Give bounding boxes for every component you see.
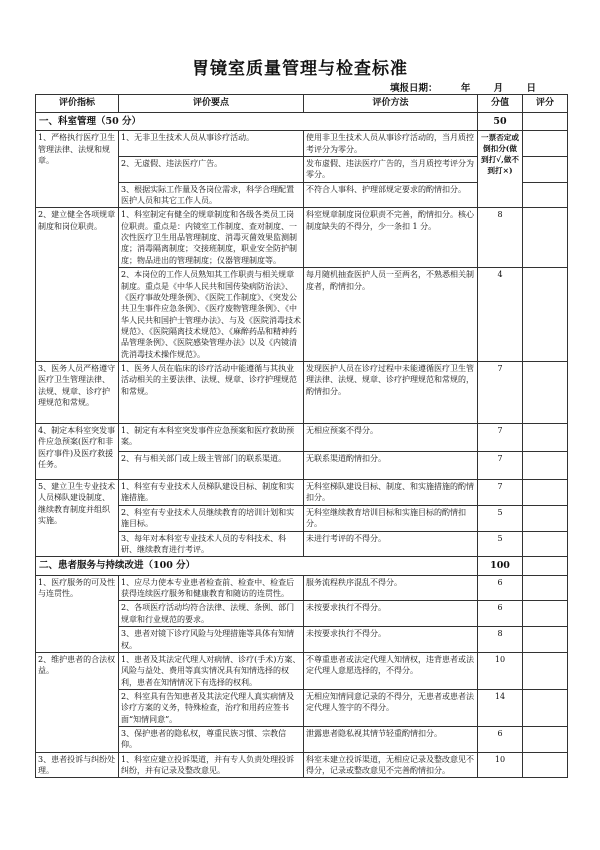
indicator-cell: 3、患者投诉与纠纷处理。 bbox=[36, 752, 119, 778]
method-cell: 发布虚假、违法医疗广告的，当月质控考评分为零分。 bbox=[304, 156, 478, 182]
fill-date-day: 日 bbox=[526, 83, 536, 94]
rating-cell bbox=[523, 752, 568, 778]
score-cell: 5 bbox=[478, 531, 523, 557]
method-cell: 使用非卫生技术人员从事诊疗活动的，当月质控考评分为零分。 bbox=[304, 131, 478, 157]
point-cell: 1、科室应建立投诉渠道，并有专人负责处理投诉纠纷，并有记录及整改意见。 bbox=[119, 752, 304, 778]
section-row bbox=[36, 112, 568, 130]
point-cell: 3、根据实际工作量及各岗位需求，科学合理配置医护人员和其它工作人员。 bbox=[119, 182, 304, 208]
point-cell: 1、无非卫生技术人员从事诊疗活动。 bbox=[119, 131, 304, 157]
rating-cell bbox=[523, 480, 568, 506]
rating-cell bbox=[523, 689, 568, 726]
document-title: 胃镜室质量管理与检查标准 bbox=[192, 59, 408, 79]
point-cell: 1、科室制定有健全的规章制度和各级各类员工岗位职责。重点是：内镜室工作制度、查对制度、一次性医疗卫生用品管理制度、消毒灭菌效果监测制度；消毒隔离制度；交接班制度，职业安全防护制度；物品进出的管理制度；仪器管理制度等。 bbox=[119, 208, 304, 268]
score-cell: 14 bbox=[478, 689, 523, 726]
score-cell: 10 bbox=[478, 752, 523, 778]
indicator-cell: 5、建立卫生专业技术人员梯队建设制度、继续教育制度并组织实施。 bbox=[36, 480, 119, 557]
method-cell: 无科室继续教育培训目标和实施目标的酌情扣分。 bbox=[304, 505, 478, 531]
header-indicator: 评价指标 bbox=[36, 95, 119, 113]
point-cell: 2、各项医疗活动均符合法律、法规、条例、部门规章和行业规范的要求。 bbox=[119, 601, 304, 627]
header-rating: 评分 bbox=[523, 95, 568, 113]
rating-cell bbox=[523, 652, 568, 689]
rating-cell bbox=[523, 452, 568, 480]
indicator-cell: 2、维护患者的合法权益。 bbox=[36, 652, 119, 752]
rating-cell bbox=[523, 505, 568, 531]
indicator-cell: 2、建立健全各项规章制度和岗位职责。 bbox=[36, 208, 119, 362]
table-row bbox=[36, 480, 568, 506]
indicator-cell: 1、医疗服务的可及性与连贯性。 bbox=[36, 575, 119, 652]
table-row bbox=[36, 752, 568, 778]
rating-cell bbox=[523, 727, 568, 753]
inspection-table bbox=[35, 94, 568, 778]
indicator-cell: 3、医务人员严格遵守医疗卫生管理法律、法规、规章、诊疗护理规范和常规。 bbox=[36, 362, 119, 424]
method-cell: 科室规章制度岗位职责不完善，酌情扣分。核心制度缺失的不得分，少一条扣 1 分。 bbox=[304, 208, 478, 268]
fill-date-label: 填报日期： bbox=[390, 83, 438, 94]
header-score: 分值 bbox=[478, 95, 523, 113]
veto-note-cell: 一票否定或倒扣分(做到打√,做不到打×) bbox=[478, 131, 523, 208]
rating-cell bbox=[523, 557, 568, 575]
section-score: 50 bbox=[478, 112, 523, 130]
method-cell: 不符合人事科、护理部规定要求的酌情扣分。 bbox=[304, 182, 478, 208]
rating-cell bbox=[523, 575, 568, 601]
score-cell: 8 bbox=[478, 627, 523, 653]
fill-date-month: 月 bbox=[493, 83, 504, 94]
method-cell: 无联系渠道酌情扣分。 bbox=[304, 452, 478, 480]
table-row bbox=[36, 208, 568, 268]
point-cell: 2、科室具有告知患者及其法定代理人真实病情及诊疗方案的义务，特殊检查，治疗和用药应签书面“知情同意”。 bbox=[119, 689, 304, 726]
point-cell: 3、保护患者的隐私权，尊重民族习惯、宗教信仰。 bbox=[119, 727, 304, 753]
score-cell: 5 bbox=[478, 505, 523, 531]
score-cell: 4 bbox=[478, 268, 523, 362]
header-points: 评价要点 bbox=[119, 95, 304, 113]
score-cell: 10 bbox=[478, 652, 523, 689]
section-title: 一、科室管理（50 分） bbox=[36, 112, 478, 130]
score-cell: 7 bbox=[478, 424, 523, 452]
rating-cell bbox=[523, 156, 568, 182]
method-cell: 无科室梯队建设目标、制度、和实施措施的酌情扣分。 bbox=[304, 480, 478, 506]
method-cell: 服务流程秩序混乱不得分。 bbox=[304, 575, 478, 601]
point-cell: 1、医务人员在临床的诊疗活动中能遵循与其执业活动相关的主要法律、法规、规章、诊疗护理规范和常规。 bbox=[119, 362, 304, 424]
point-cell: 2、有与相关部门或上级主管部门的联系渠道。 bbox=[119, 452, 304, 480]
table-row bbox=[36, 362, 568, 424]
fill-date-line bbox=[390, 80, 556, 94]
table-row bbox=[36, 652, 568, 689]
score-cell: 7 bbox=[478, 362, 523, 424]
rating-cell bbox=[523, 531, 568, 557]
point-cell: 3、患者对镜下诊疗风险与处理措施等具体有知情权。 bbox=[119, 627, 304, 653]
rating-cell bbox=[523, 268, 568, 362]
point-cell: 3、每年对本科室专业技术人员的专科技术、科研、继续教育进行考评。 bbox=[119, 531, 304, 557]
rating-cell bbox=[523, 131, 568, 157]
score-cell: 8 bbox=[478, 208, 523, 268]
point-cell: 1、制定有本科室突发事件应急预案和医疗救助预案。 bbox=[119, 424, 304, 452]
table-header-row bbox=[36, 95, 568, 113]
rating-cell bbox=[523, 362, 568, 424]
score-cell: 7 bbox=[478, 452, 523, 480]
rating-cell bbox=[523, 208, 568, 268]
point-cell: 1、患者及其法定代理人对病情、诊疗(手术)方案、风险与益处、费用等真实情况具有知情选择的权利，患者在知情情况下有选择的权利。 bbox=[119, 652, 304, 689]
rating-cell bbox=[523, 627, 568, 653]
score-cell: 6 bbox=[478, 601, 523, 627]
header-method: 评价方法 bbox=[304, 95, 478, 113]
method-cell: 未按要求执行不得分。 bbox=[304, 601, 478, 627]
method-cell: 无相应知情同意记录的不得分，无患者或患者法定代理人签字的不得分。 bbox=[304, 689, 478, 726]
method-cell: 每月随机抽查医护人员一至两名，不熟悉相关制度者，酌情扣分。 bbox=[304, 268, 478, 362]
rating-cell bbox=[523, 601, 568, 627]
indicator-cell: 4、制定本科室突发事件应急预案(医疗和非医疗事件)及医疗救援任务。 bbox=[36, 424, 119, 480]
point-cell: 1、应尽力使本专业患者检查前、检查中、检查后获得连续医疗服务和健康教育和随访的连贯性。 bbox=[119, 575, 304, 601]
point-cell: 2、无虚假、违法医疗广告。 bbox=[119, 156, 304, 182]
table-row bbox=[36, 575, 568, 601]
rating-cell bbox=[523, 112, 568, 130]
section-row bbox=[36, 557, 568, 575]
rating-cell bbox=[523, 424, 568, 452]
section-score: 100 bbox=[478, 557, 523, 575]
method-cell: 发现医护人员在诊疗过程中未能遵循医疗卫生管理法律、法规、规章、诊疗护理规范和常规的，酌情扣分。 bbox=[304, 362, 478, 424]
point-cell: 2、本岗位的工作人员熟知其工作职责与相关规章制度。重点是《中华人民共和国传染病防治法》、《医疗事故处理条例》、《医院工作制度》、《突发公共卫生事件应急条例》、《医疗废物管理条例》、《中华人民共和国护士管理办法》、与及《医院消毒技术规范》、《医院隔离技术规范》、《麻醉药品和精神药品管理条例》、《医院感染管理办法》以及《内镜清洗消毒技术操作规范》。 bbox=[119, 268, 304, 362]
score-cell: 6 bbox=[478, 575, 523, 601]
point-cell: 2、科室有专业技术人员继续教育的培训计划和实施目标。 bbox=[119, 505, 304, 531]
method-cell: 科室未建立投诉渠道，无相应记录及整改意见不得分，记录或整改意见不完善酌情扣分。 bbox=[304, 752, 478, 778]
score-cell: 6 bbox=[478, 727, 523, 753]
method-cell: 未进行考评的不得分。 bbox=[304, 531, 478, 557]
method-cell: 泄露患者隐私视其情节轻重酌情扣分。 bbox=[304, 727, 478, 753]
table-row bbox=[36, 131, 568, 157]
score-cell: 7 bbox=[478, 480, 523, 506]
fill-date-year: 年 bbox=[460, 83, 471, 94]
table-row bbox=[36, 424, 568, 452]
method-cell: 无相应预案不得分。 bbox=[304, 424, 478, 452]
method-cell: 未按要求执行不得分。 bbox=[304, 627, 478, 653]
section-title: 二、患者服务与持续改进（100 分） bbox=[36, 557, 478, 575]
method-cell: 不尊重患者或法定代理人知情权，违背患者或法定代理人意愿选择的，不得分。 bbox=[304, 652, 478, 689]
rating-cell bbox=[523, 182, 568, 208]
indicator-cell: 1、严格执行医疗卫生管理法律、法规和规章。 bbox=[36, 131, 119, 208]
point-cell: 1、科室有专业技术人员梯队建设目标、制度和实施措施。 bbox=[119, 480, 304, 506]
